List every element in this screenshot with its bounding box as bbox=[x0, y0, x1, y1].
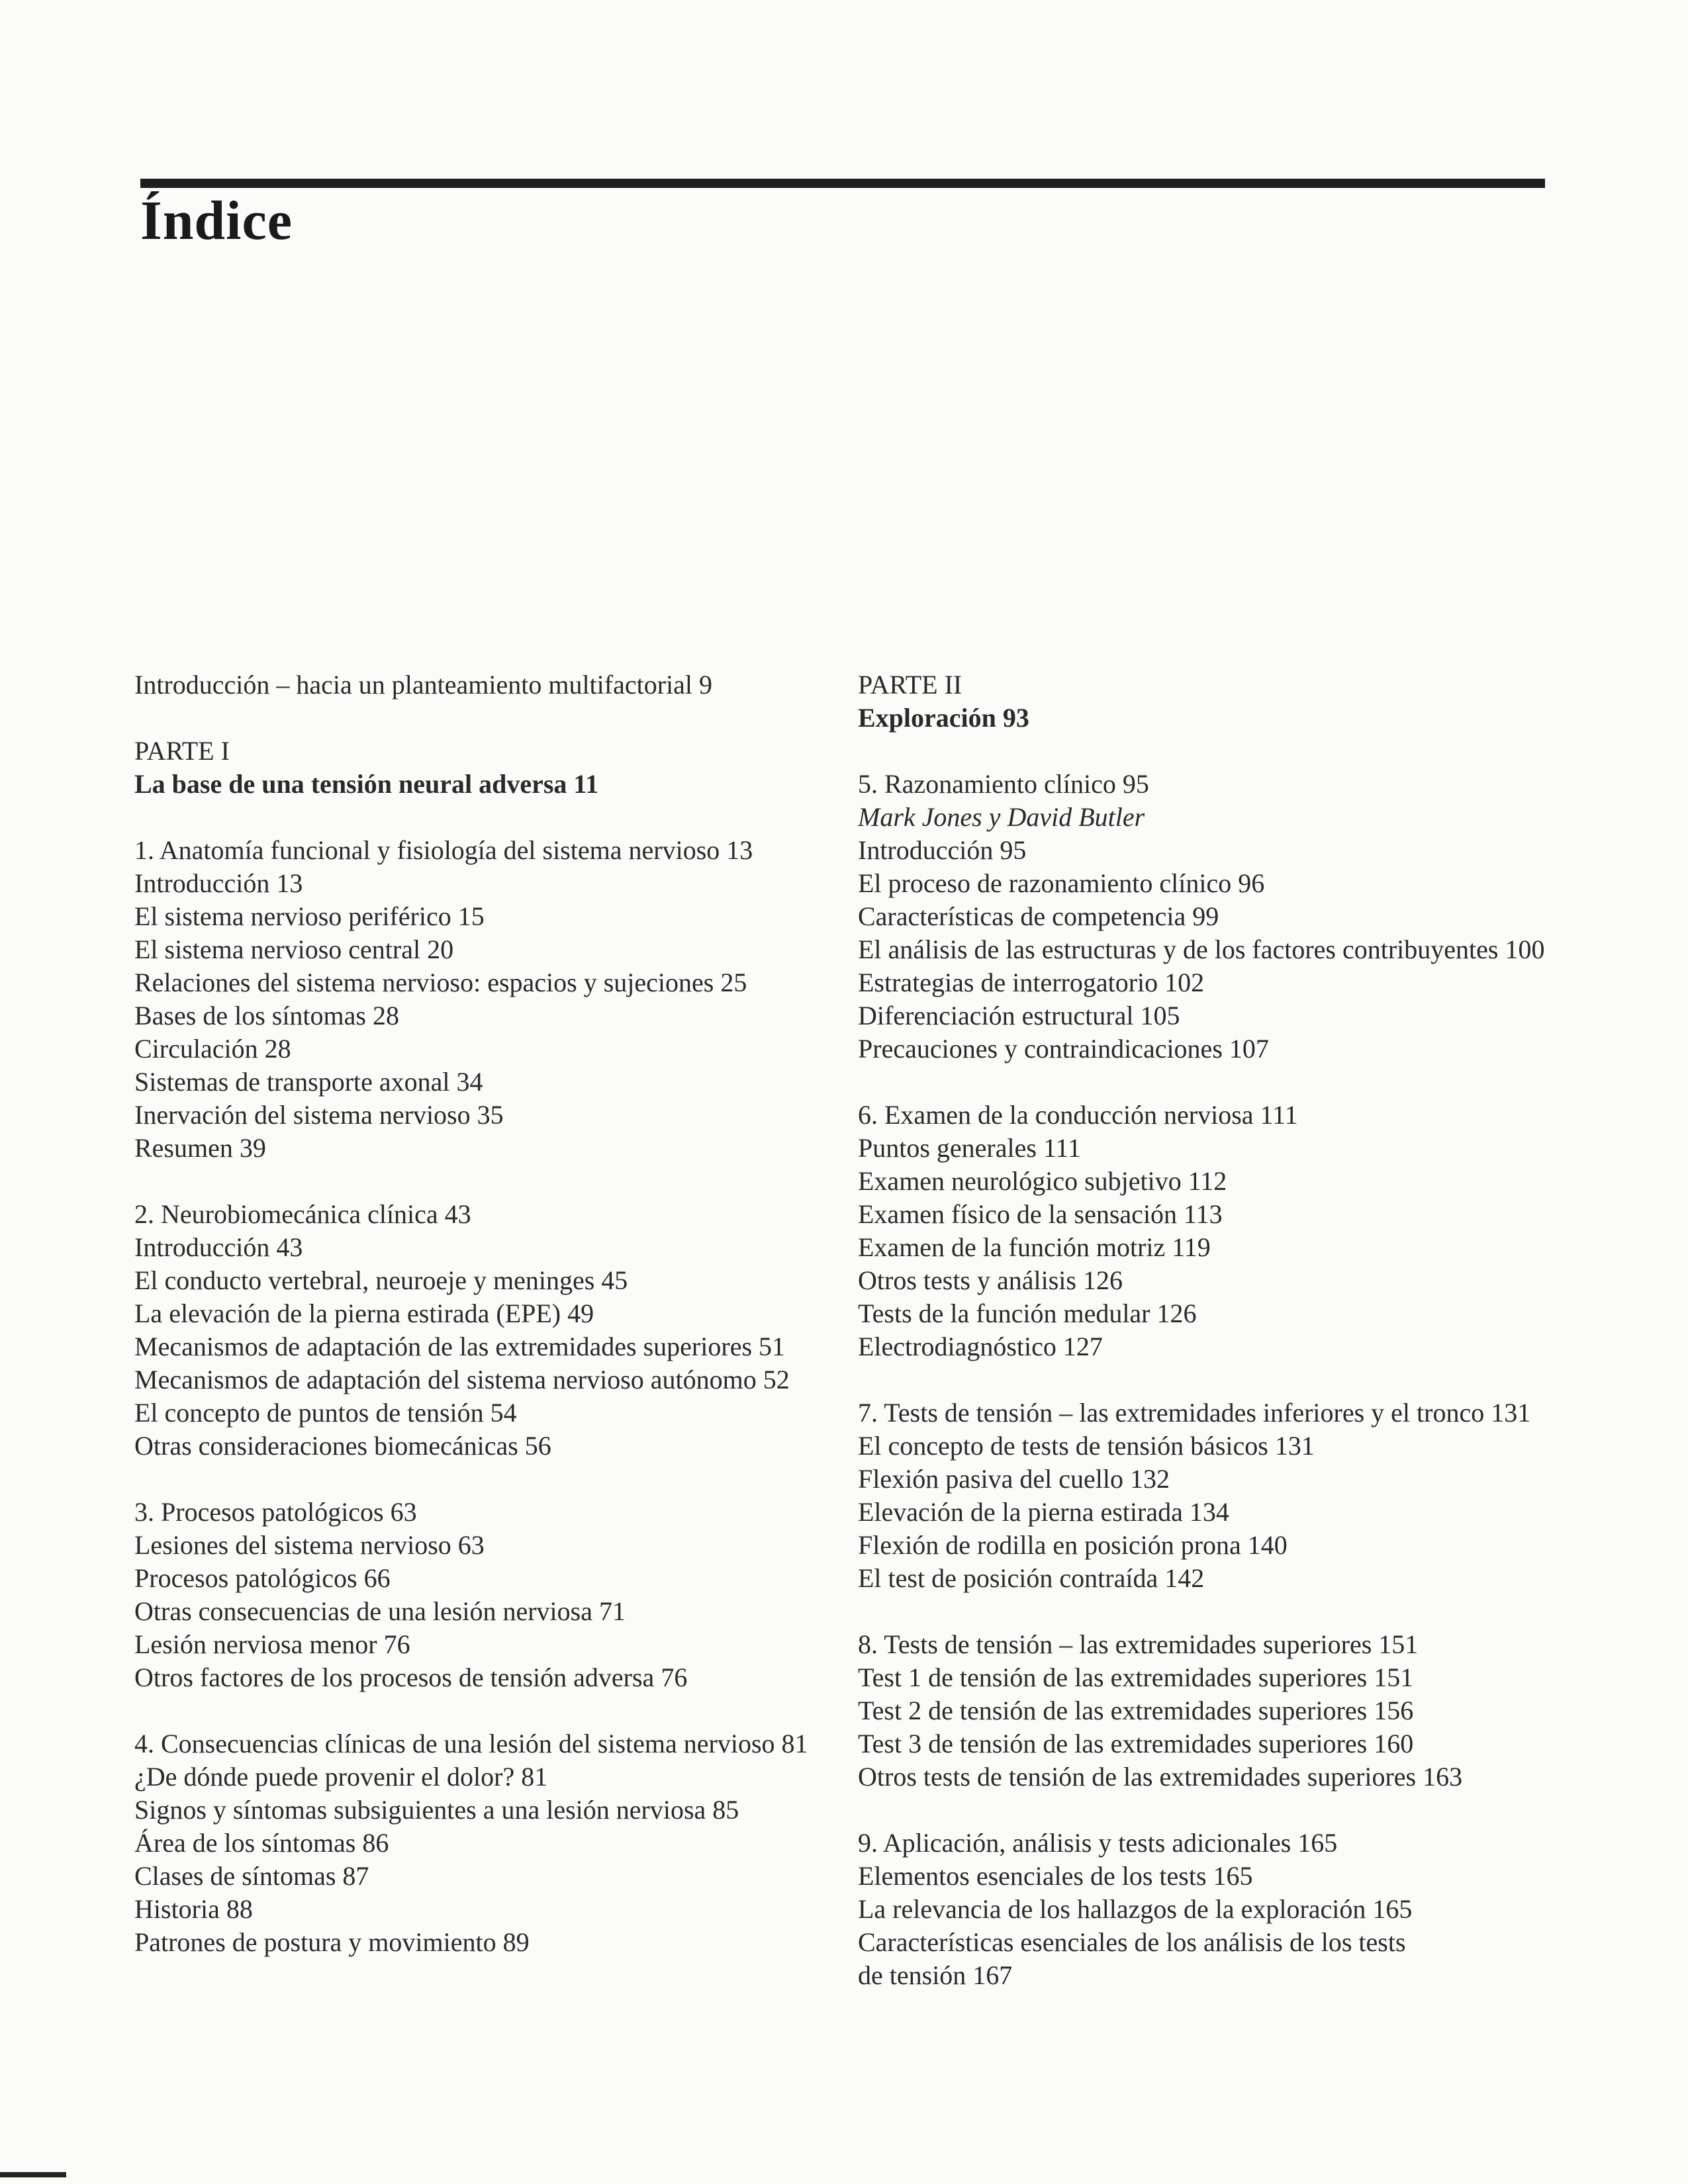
section-gap bbox=[858, 1363, 1573, 1396]
toc-entry: 1. Anatomía funcional y fisiología del sistema nervioso 13 bbox=[134, 835, 753, 865]
toc-entry: Flexión pasiva del cuello 132 bbox=[858, 1464, 1170, 1494]
toc-entry: Examen neurológico subjetivo 112 bbox=[858, 1166, 1227, 1196]
toc-entry: Introducción 43 bbox=[134, 1232, 303, 1262]
toc-entry: Examen físico de la sensación 113 bbox=[858, 1199, 1223, 1229]
toc-entry: Otros tests de tensión de las extremidades superiores 163 bbox=[858, 1762, 1463, 1792]
toc-entry: 3. Procesos patológicos 63 bbox=[134, 1497, 417, 1527]
toc-entry: El sistema nervioso central 20 bbox=[134, 934, 454, 964]
toc-entry: PARTE II bbox=[858, 670, 962, 700]
toc-part-title: La base de una tensión neural adversa 11 bbox=[134, 769, 599, 799]
toc-entry: Tests de la función medular 126 bbox=[858, 1298, 1197, 1328]
toc-entry: 9. Aplicación, análisis y tests adicionales 165 bbox=[858, 1828, 1338, 1858]
toc-entry: Mecanismos de adaptación de las extremidades superiores 51 bbox=[134, 1332, 786, 1361]
toc-entry: Otras consideraciones biomecánicas 56 bbox=[134, 1431, 551, 1461]
section-gap bbox=[858, 1794, 1573, 1827]
section-gap bbox=[134, 801, 876, 834]
title-rule bbox=[140, 179, 1545, 188]
toc-entry: Flexión de rodilla en posición prona 140 bbox=[858, 1530, 1288, 1560]
section-gap bbox=[858, 1595, 1573, 1628]
toc-entry: El concepto de puntos de tensión 54 bbox=[134, 1398, 517, 1428]
toc-entry: El análisis de las estructuras y de los factores contribuyentes 100 bbox=[858, 934, 1545, 964]
toc-entry: Introducción 95 bbox=[858, 835, 1027, 865]
toc-entry: Bases de los síntomas 28 bbox=[134, 1001, 399, 1030]
toc-entry: Área de los síntomas 86 bbox=[134, 1828, 389, 1858]
toc-entry: Test 2 de tensión de las extremidades superiores 156 bbox=[858, 1696, 1414, 1725]
scan-edge-mark bbox=[0, 2172, 66, 2177]
section-gap bbox=[858, 735, 1573, 768]
toc-entry: Test 3 de tensión de las extremidades superiores 160 bbox=[858, 1729, 1414, 1758]
toc-entry: Mark Jones y David Butler bbox=[858, 802, 1145, 832]
toc-entry: Otros tests y análisis 126 bbox=[858, 1265, 1123, 1295]
toc-entry: Características esenciales de los análisis de los tests bbox=[858, 1927, 1406, 1957]
toc-entry: La elevación de la pierna estirada (EPE) 49 bbox=[134, 1298, 594, 1328]
toc-entry: El sistema nervioso periférico 15 bbox=[134, 901, 485, 931]
toc-right-column bbox=[858, 668, 1573, 1992]
toc-left-column bbox=[134, 668, 876, 1959]
toc-entry: Mecanismos de adaptación del sistema nervioso autónomo 52 bbox=[134, 1365, 790, 1394]
toc-entry: Lesión nerviosa menor 76 bbox=[134, 1629, 410, 1659]
toc-entry: El proceso de razonamiento clínico 96 bbox=[858, 868, 1265, 898]
page-title: Índice bbox=[140, 190, 293, 251]
toc-entry: Patrones de postura y movimiento 89 bbox=[134, 1927, 530, 1957]
toc-entry: Otras consecuencias de una lesión nerviosa 71 bbox=[134, 1596, 626, 1626]
section-gap bbox=[134, 1463, 876, 1496]
toc-entry: PARTE I bbox=[134, 736, 230, 766]
toc-entry: Relaciones del sistema nervioso: espacios y sujeciones 25 bbox=[134, 968, 747, 997]
toc-entry: de tensión 167 bbox=[858, 1960, 1013, 1990]
toc-entry: Elevación de la pierna estirada 134 bbox=[858, 1497, 1229, 1527]
section-gap bbox=[134, 1694, 876, 1727]
toc-entry: Puntos generales 111 bbox=[858, 1133, 1081, 1163]
toc-entry: Características de competencia 99 bbox=[858, 901, 1219, 931]
toc-entry: Resumen 39 bbox=[134, 1133, 266, 1163]
toc-entry: El conducto vertebral, neuroeje y meninges 45 bbox=[134, 1265, 628, 1295]
toc-entry: 8. Tests de tensión – las extremidades superiores 151 bbox=[858, 1629, 1419, 1659]
section-gap bbox=[134, 702, 876, 735]
toc-entry: 7. Tests de tensión – las extremidades inferiores y el tronco 131 bbox=[858, 1398, 1531, 1428]
toc-entry: Diferenciación estructural 105 bbox=[858, 1001, 1180, 1030]
toc-entry: ¿De dónde puede provenir el dolor? 81 bbox=[134, 1762, 548, 1792]
toc-entry: El concepto de tests de tensión básicos 131 bbox=[858, 1431, 1315, 1461]
toc-entry: Otros factores de los procesos de tensión adversa 76 bbox=[134, 1662, 688, 1692]
toc-entry: El test de posición contraída 142 bbox=[858, 1563, 1205, 1593]
toc-entry: Signos y síntomas subsiguientes a una lesión nerviosa 85 bbox=[134, 1795, 739, 1825]
toc-entry: Estrategias de interrogatorio 102 bbox=[858, 968, 1205, 997]
toc-entry: 6. Examen de la conducción nerviosa 111 bbox=[858, 1100, 1298, 1130]
section-gap bbox=[858, 1066, 1573, 1099]
toc-part-title: Exploración 93 bbox=[858, 703, 1029, 733]
toc-entry: Lesiones del sistema nervioso 63 bbox=[134, 1530, 485, 1560]
toc-entry: Test 1 de tensión de las extremidades superiores 151 bbox=[858, 1662, 1414, 1692]
toc-entry: 2. Neurobiomecánica clínica 43 bbox=[134, 1199, 471, 1229]
toc-entry: 4. Consecuencias clínicas de una lesión del sistema nervioso 81 bbox=[134, 1729, 808, 1758]
toc-entry: Clases de síntomas 87 bbox=[134, 1861, 369, 1891]
toc-entry: Introducción 13 bbox=[134, 868, 303, 898]
toc-entry: Sistemas de transporte axonal 34 bbox=[134, 1067, 483, 1097]
toc-entry: Historia 88 bbox=[134, 1894, 253, 1924]
toc-entry: Elementos esenciales de los tests 165 bbox=[858, 1861, 1253, 1891]
section-gap bbox=[134, 1165, 876, 1198]
toc-entry: 5. Razonamiento clínico 95 bbox=[858, 769, 1149, 799]
toc-entry: Electrodiagnóstico 127 bbox=[858, 1332, 1103, 1361]
toc-entry: Examen de la función motriz 119 bbox=[858, 1232, 1211, 1262]
toc-entry: Procesos patológicos 66 bbox=[134, 1563, 391, 1593]
toc-entry: Circulación 28 bbox=[134, 1034, 291, 1064]
toc-entry: Introducción – hacia un planteamiento multifactorial 9 bbox=[134, 670, 713, 700]
toc-entry: Inervación del sistema nervioso 35 bbox=[134, 1100, 504, 1130]
toc-entry: Precauciones y contraindicaciones 107 bbox=[858, 1034, 1269, 1064]
toc-entry: La relevancia de los hallazgos de la exploración 165 bbox=[858, 1894, 1413, 1924]
